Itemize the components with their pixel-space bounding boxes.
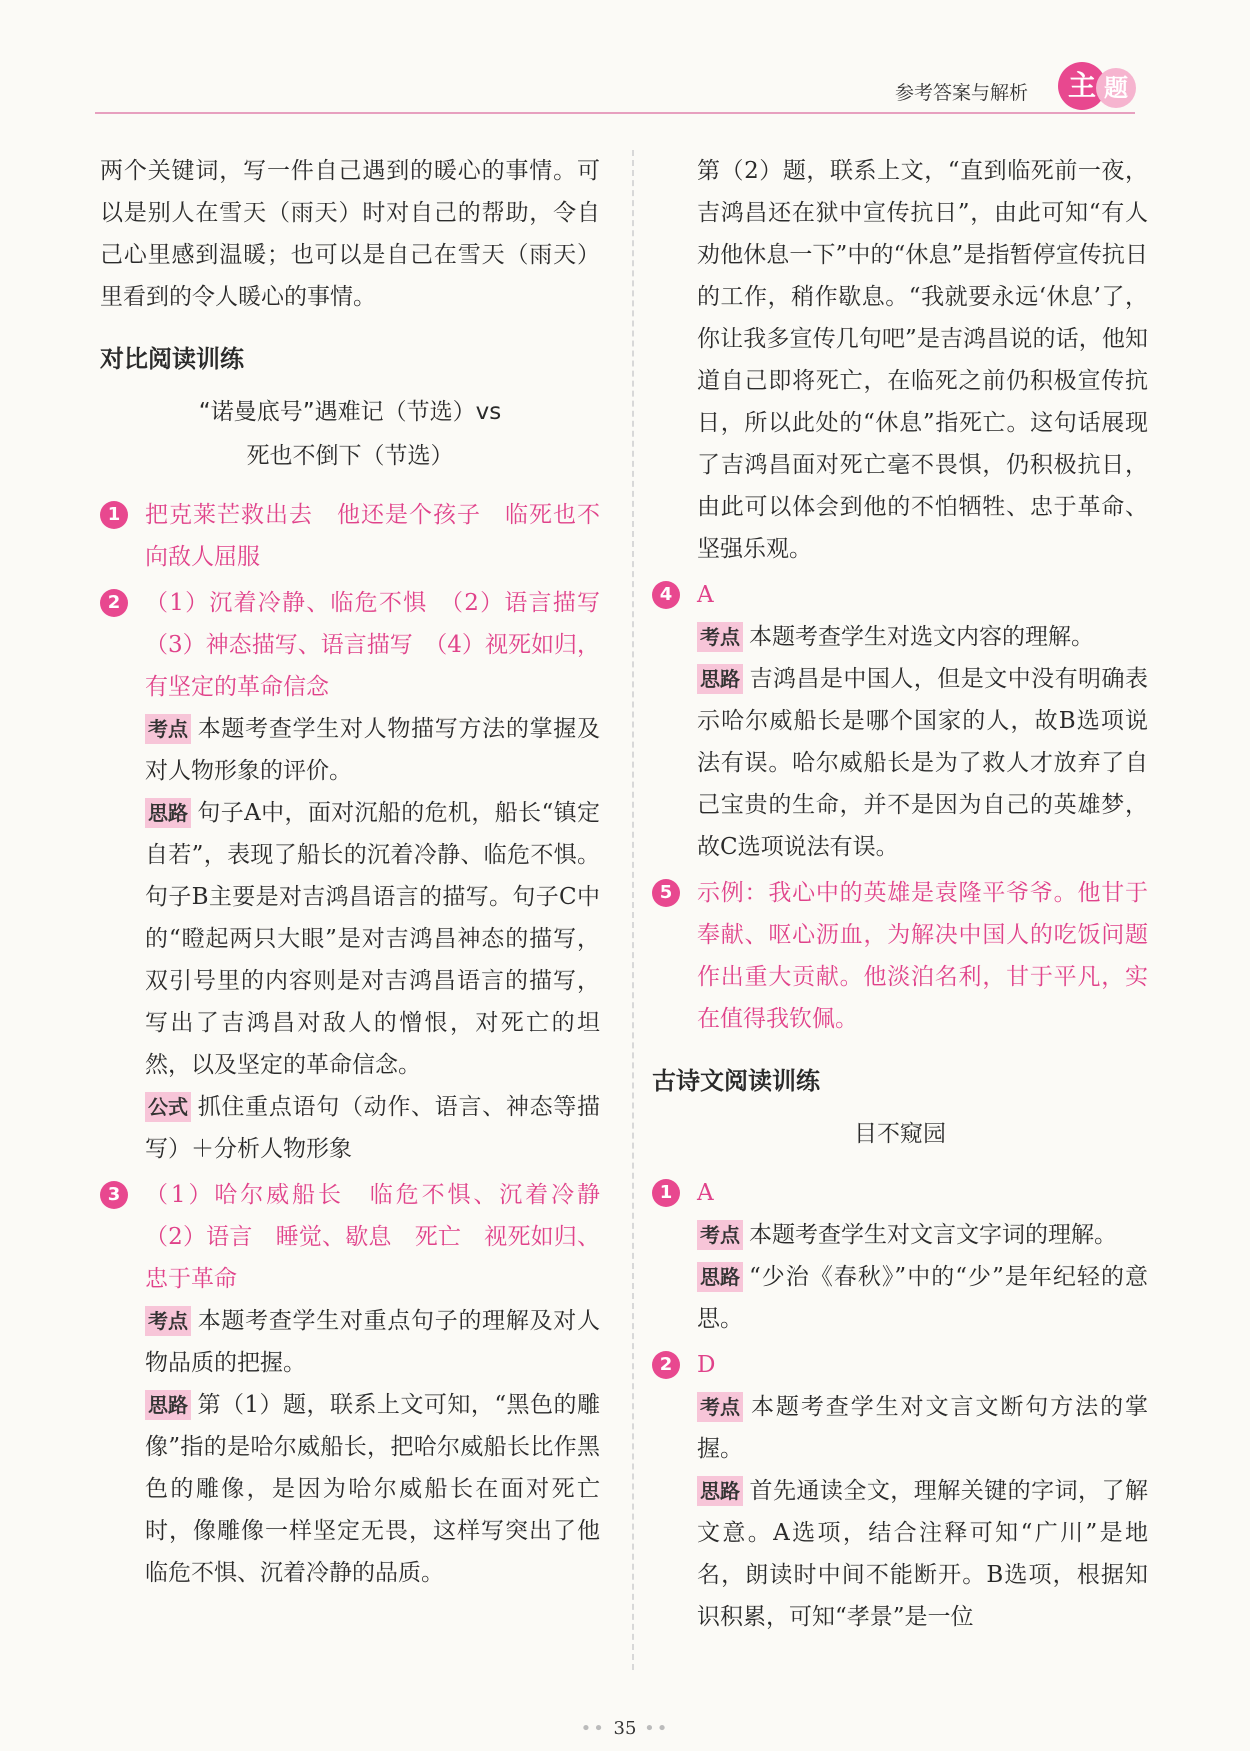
right-column <box>652 150 1148 1638</box>
kaodian-note <box>697 616 1148 658</box>
answer-text: 把克莱芒救出去 他还是个孩子 临死也不向敌人屈服 <box>145 502 600 570</box>
section-title-classical: 古诗文阅读训练 <box>652 1067 820 1095</box>
page-header <box>0 0 1250 120</box>
kaodian-text: 本题考查学生对文言文字词的理解。 <box>749 1222 1117 1248</box>
classical-question-2 <box>652 1344 1148 1638</box>
continued-text: 第（2）题，联系上文，“直到临死前一夜，吉鸿昌还在狱中宣传抗日”，由此可知“有人劝他休息一下”中的“休息”是指暂停宣传抗日的工作，稍作歇息。“我就要永远‘休息’了，你让我多宣传几句吧”是吉鸿昌说的话，他知道自己即将死亡，在临死之前仍积极宣传抗日，所以此处的“休息”指死亡。这句话展现了吉鸿昌面对死亡毫不畏惧，仍积极抗日，由此可以体会到他的不怕牺牲、忠于革命、坚强乐观。 <box>697 158 1148 562</box>
silu-note <box>145 1384 600 1594</box>
answer-text: （1）沉着冷静、临危不惧 （2）语言描写 （3）神态描写、语言描写 （4）视死如归，有坚定的革命信念 <box>145 590 623 700</box>
silu-text: 第（1）题，联系上文可知，“黑色的雕像”指的是哈尔威船长，把哈尔威船长比作黑色的雕像，是因为哈尔威船长在面对死亡时，像雕像一样坚定无畏，这样写突出了他临危不惧、沉着冷静的品质。 <box>145 1392 600 1586</box>
header-rule <box>95 112 1135 114</box>
question-3 <box>100 1174 623 1594</box>
kaodian-text: 本题考查学生对重点句子的理解及对人物品质的把握。 <box>145 1308 600 1376</box>
silu-note <box>697 658 1148 868</box>
header-title: 参考答案与解析 <box>895 82 1029 104</box>
silu-text: “少治《春秋》”中的“少”是年纪轻的意思。 <box>697 1264 1148 1332</box>
kaodian-note <box>145 1300 600 1384</box>
badge-char-1: 主 <box>1058 62 1106 110</box>
silu-note <box>697 1256 1148 1340</box>
column-divider <box>632 150 634 1670</box>
answer-text: （1）哈尔威船长 临危不惧、沉着冷静 （2）语言 睡觉、歇息 死亡 视死如归、忠于革命 <box>145 1182 623 1292</box>
silu-text: 吉鸿昌是中国人，但是文中没有明确表示哈尔威船长是哪个国家的人，故B选项说法有误。哈尔威船长是为了救人才放弃了自己宝贵的生命，并不是因为自己的英雄梦，故C选项说法有误。 <box>697 666 1148 860</box>
kaodian-text: 本题考查学生对选文内容的理解。 <box>749 624 1094 650</box>
kaodian-note <box>145 708 600 792</box>
question-number: 2 <box>652 1351 680 1379</box>
answer-text: 示例：我心中的英雄是袁隆平爷爷。他甘于奉献、呕心沥血，为解决中国人的吃饭问题作出重大贡献。他淡泊名利，甘于平凡，实在值得我钦佩。 <box>697 880 1148 1032</box>
kaodian-text: 本题考查学生对文言文断句方法的掌握。 <box>697 1394 1148 1462</box>
theme-badge <box>1058 58 1138 114</box>
question-number: 5 <box>652 879 680 907</box>
kaodian-tag: 考点 <box>697 622 743 652</box>
question-number: 2 <box>100 589 128 617</box>
kaodian-tag: 考点 <box>697 1392 743 1422</box>
silu-tag: 思路 <box>697 1262 743 1292</box>
passage-title-line2: 死也不倒下（节选） <box>246 443 454 469</box>
kaodian-tag: 考点 <box>145 714 191 744</box>
silu-tag: 思路 <box>145 798 191 828</box>
kaodian-note <box>697 1386 1148 1470</box>
footer-dots-left: •• <box>580 1718 614 1739</box>
question-2 <box>100 582 623 1170</box>
badge-char-2: 题 <box>1096 68 1136 108</box>
question-1 <box>100 494 600 578</box>
question-number: 1 <box>652 1179 680 1207</box>
question-4 <box>652 574 1148 868</box>
answer-text: A <box>697 582 714 608</box>
question-5 <box>652 872 1148 1040</box>
silu-tag: 思路 <box>697 664 743 694</box>
passage-title <box>100 390 600 478</box>
kaodian-text: 本题考查学生对人物描写方法的掌握及对人物形象的评价。 <box>145 716 600 784</box>
question-number: 4 <box>652 581 680 609</box>
page-number: 35 <box>613 1718 637 1739</box>
classical-question-1 <box>652 1172 1148 1340</box>
intro-text: 两个关键词，写一件自己遇到的暖心的事情。可以是别人在雪天（雨天）时对自己的帮助，令自己心里感到温暖；也可以是自己在雪天（雨天）里看到的令人暖心的事情。 <box>100 158 600 310</box>
left-column <box>100 150 623 1594</box>
kaodian-tag: 考点 <box>697 1220 743 1250</box>
silu-text: 句子A中，面对沉船的危机，船长“镇定自若”，表现了船长的沉着冷静、临危不惧。句子B主要是对吉鸿昌语言的描写。句子C中的“瞪起两只大眼”是对吉鸿昌神态的描写，双引号里的内容则是对吉鸿昌语言的描写，写出了吉鸿昌对敌人的憎恨，对死亡的坦然，以及坚定的革命信念。 <box>145 800 600 1078</box>
passage-title-line1: “诺曼底号”遇难记（节选）vs <box>198 399 502 425</box>
silu-tag: 思路 <box>697 1476 743 1506</box>
kaodian-tag: 考点 <box>145 1306 191 1336</box>
answer-text: A <box>697 1180 714 1206</box>
gongshi-note <box>145 1086 600 1170</box>
gongshi-text: 抓住重点语句（动作、语言、神态等描写）＋分析人物形象 <box>145 1094 600 1162</box>
passage-title-classical: 目不窥园 <box>854 1121 946 1147</box>
footer-dots-right: •• <box>636 1718 670 1739</box>
kaodian-note <box>697 1214 1148 1256</box>
page-footer <box>0 1718 1250 1739</box>
section-title-compare: 对比阅读训练 <box>100 345 244 373</box>
silu-text: 首先通读全文，理解关键的字词，了解文意。A选项，结合注释可知“广川”是地名，朗读时中间不能断开。B选项，根据知识积累，可知“孝景”是一位 <box>697 1478 1148 1630</box>
silu-tag: 思路 <box>145 1390 191 1420</box>
gongshi-tag: 公式 <box>145 1092 191 1122</box>
question-number: 3 <box>100 1181 128 1209</box>
answer-text: D <box>697 1352 716 1378</box>
question-number: 1 <box>100 501 128 529</box>
silu-note <box>145 792 600 1086</box>
silu-note <box>697 1470 1148 1638</box>
